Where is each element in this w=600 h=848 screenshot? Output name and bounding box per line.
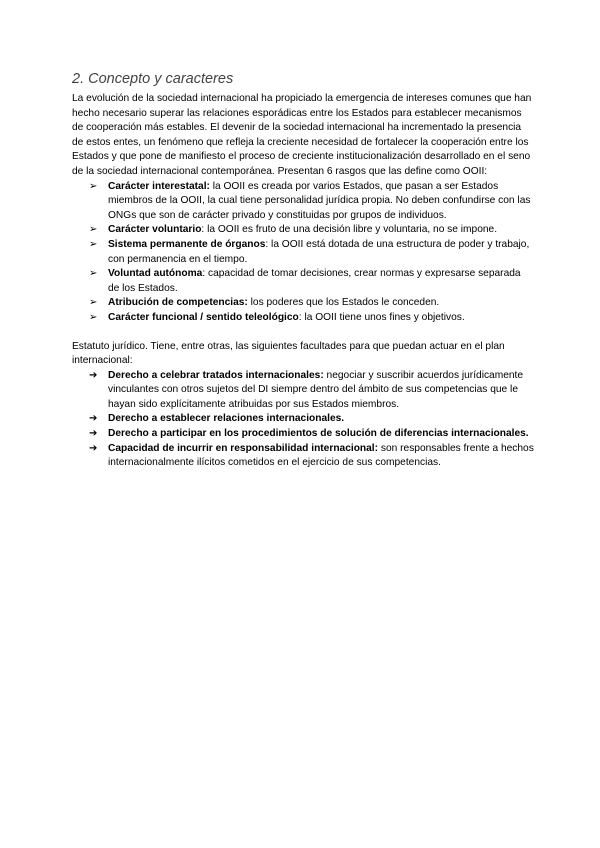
list-item: ➢ Atribución de competencias: los poderes que los Estados le conceden. — [72, 296, 534, 311]
section-title: 2. Concepto y caracteres — [72, 71, 234, 87]
list-item: ➢ Carácter funcional / sentido teleológico: la OOII tiene unos fines y objetivos. — [72, 311, 534, 326]
list-item: ➔ Capacidad de incurrir en responsabilidad internacional: son responsables frente a hechos internacionalmente ilícitos cometidos en el ejercicio de sus competencias. — [89, 442, 534, 469]
arrow-bullet-icon: ➔ — [89, 442, 98, 454]
document-page — [72, 70, 534, 471]
list-item: ➢ Carácter voluntario: la OOII es fruto de una decisión libre y voluntaria, no se impone. — [72, 223, 534, 238]
arrowhead-bullet-icon: ➢ — [89, 297, 98, 309]
list-item: ➢ Sistema permanente de órganos: la OOII está dotada de una estructura de poder y trabajo, con permanencia en el tiempo. — [89, 238, 530, 265]
arrowhead-bullet-icon: ➢ — [89, 238, 98, 250]
arrowhead-bullet-icon: ➢ — [89, 180, 98, 192]
arrow-bullet-icon: ➔ — [89, 428, 98, 440]
rasgos-list — [72, 180, 534, 326]
list-item: ➔ Derecho a celebrar tratados internacionales: negociar y suscribir acuerdos jurídicamente vinculantes con otros sujetos del DI siempre dentro del ámbito de sus competencias que le hayan sido explícitamente atribuidas por sus Estados miembros. — [89, 369, 524, 410]
facultades-list — [72, 369, 534, 471]
arrowhead-bullet-icon: ➢ — [89, 224, 98, 236]
arrow-bullet-icon: ➔ — [89, 369, 98, 381]
estatuto-paragraph: Estatuto jurídico. Tiene, entre otras, las siguientes facultades para que puedan actuar en el plan internacional: — [72, 340, 505, 367]
list-item: ➢ Carácter interestatal: la OOII es creada por varios Estados, que pasan a ser Estados miembros de la OOII, la cual tiene personalidad jurídica propia. No deben confundirse con las ONGs que son de carácter privado y constituidas por grupos de individuos. — [89, 180, 531, 221]
intro-paragraph: La evolución de la sociedad internacional ha propiciado la emergencia de intereses comunes que han hecho necesario superar las relaciones esporádicas entre los Estados para establecer mecanismos de cooperación más estables. El devenir de la sociedad internacional ha incrementado la presencia de estos entes, un fenómeno que refleja la creciente necesidad de fortalecer la cooperación entre los Estados y que pone de manifiesto el proceso de creciente institucionalización desarrollado en el seno de la sociedad internacional contemporánea. Presentan 6 rasgos que las define como OOII: — [72, 93, 532, 177]
list-item: ➔ Derecho a establecer relaciones internacionales. — [72, 412, 534, 427]
list-item: ➔ Derecho a participar en los procedimientos de solución de diferencias internacionales. — [72, 427, 534, 442]
arrowhead-bullet-icon: ➢ — [89, 268, 98, 280]
spacer — [72, 326, 534, 340]
arrow-bullet-icon: ➔ — [89, 413, 98, 425]
arrowhead-bullet-icon: ➢ — [89, 311, 98, 323]
list-item: ➢ Voluntad autónoma: capacidad de tomar decisiones, crear normas y expresarse separada de los Estados. — [89, 268, 521, 294]
